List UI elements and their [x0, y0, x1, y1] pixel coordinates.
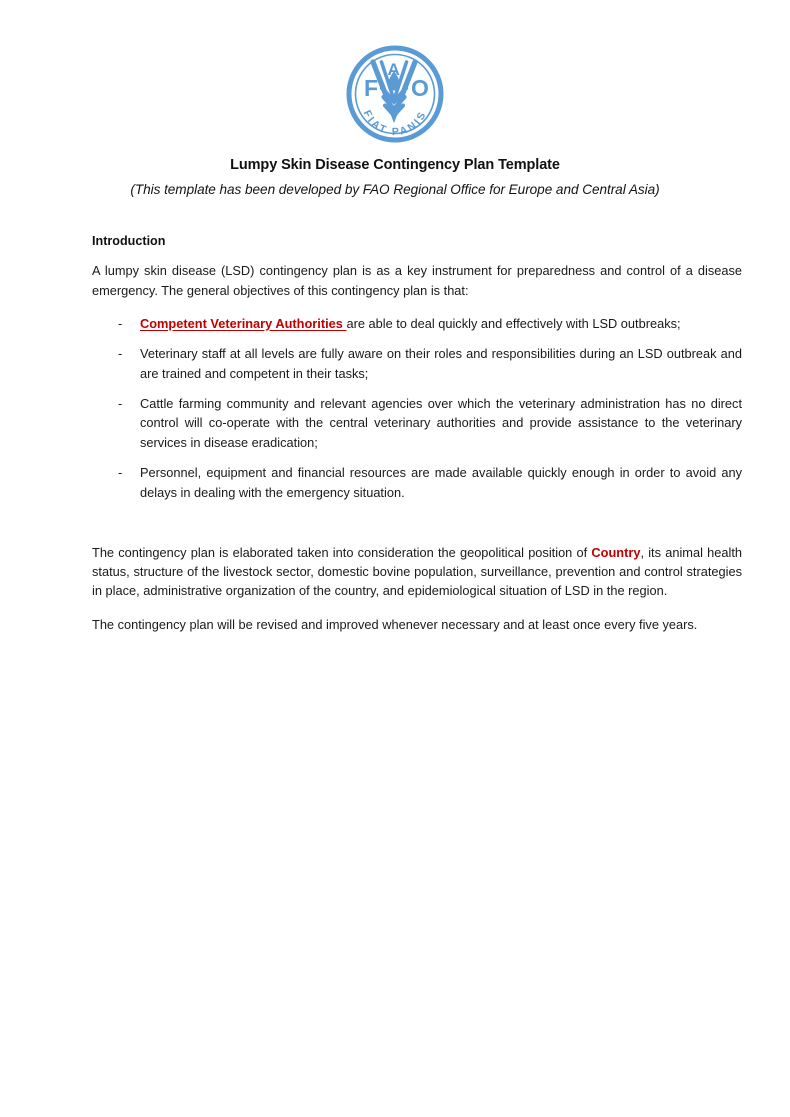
svg-text:F: F: [364, 75, 379, 101]
svg-text:FIAT PANIS: FIAT PANIS: [360, 108, 430, 139]
list-item: [92, 463, 742, 502]
objectives-list: [92, 314, 742, 503]
page-title: Lumpy Skin Disease Contingency Plan Template: [230, 157, 560, 173]
title-block: [60, 156, 730, 199]
closing-paragraphs: [92, 543, 742, 634]
fao-logo-icon: [342, 44, 448, 144]
dash-marker: -: [118, 315, 123, 331]
closing-paragraph-2: The contingency plan will be revised and improved whenever necessary and at least once every five years.: [92, 616, 698, 632]
dash-marker: -: [118, 396, 123, 412]
dash-marker: -: [118, 465, 123, 481]
svg-text:O: O: [411, 75, 429, 101]
introduction-section: [92, 233, 742, 502]
list-item: [92, 394, 742, 452]
list-item-text: Personnel, equipment and financial resources are made available quickly enough in order to avoid any delays in dealing with the emergency situation.: [140, 465, 742, 500]
fao-logo-container: [0, 44, 790, 144]
page-subtitle: (This template has been developed by FAO Regional Office for Europe and Central Asia): [130, 182, 660, 198]
list-item-text: Veterinary staff at all levels are fully aware on their roles and responsibilities during an LSD outbreak and are trained and competent in their tasks;: [140, 346, 742, 381]
list-item: [92, 344, 742, 383]
competent-veterinary-authorities-highlight: Competent Veterinary Authorities: [140, 315, 347, 331]
svg-text:A: A: [387, 60, 400, 79]
closing-paragraph-1: [92, 543, 742, 601]
intro-paragraph: A lumpy skin disease (LSD) contingency plan is as a key instrument for preparedness and control of a disease emergency. The general objectives of this contingency plan is that:: [92, 263, 742, 298]
section-heading-introduction: Introduction: [92, 234, 166, 248]
list-item: [92, 314, 742, 333]
dash-marker: -: [118, 346, 123, 362]
closing-paragraph-1-after: , its animal health status, structure of the livestock sector, domestic bovine population, surveillance, prevention and control strategies in place, administrative organization of the country, and epidemiological situation of LSD in the region.: [92, 545, 742, 599]
country-placeholder: Country: [591, 545, 641, 560]
closing-paragraph-1-before: The contingency plan is elaborated taken into consideration the geopolitical position of: [92, 545, 592, 560]
list-item-text: are able to deal quickly and effectively with LSD outbreaks;: [346, 315, 681, 331]
list-item-text: Cattle farming community and relevant agencies over which the veterinary administration has no direct control will co-operate with the central veterinary authorities and provide assistance to the veterinary services in disease eradication;: [140, 396, 742, 450]
